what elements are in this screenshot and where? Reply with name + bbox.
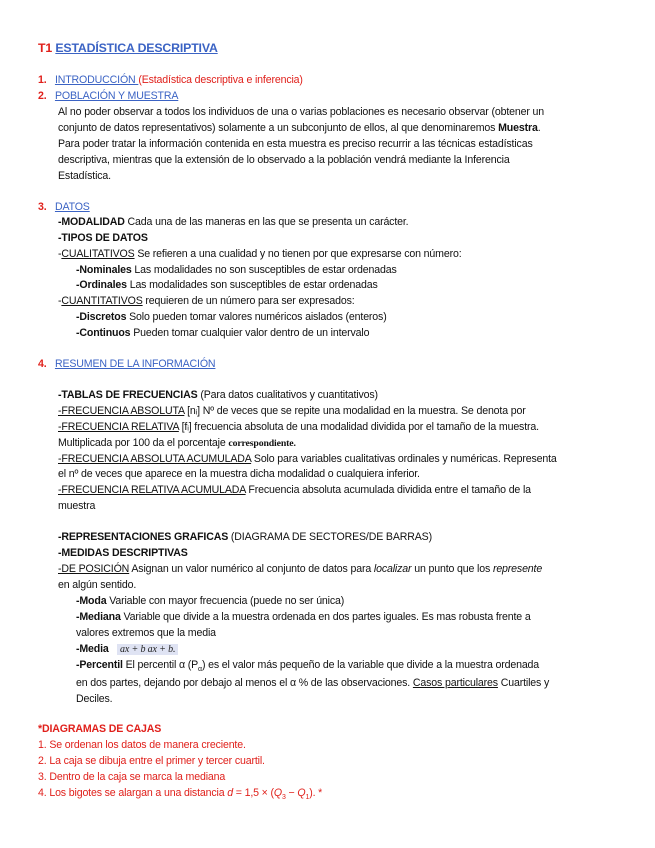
paragraph-line: Para poder tratar la información contenida en esta muestra es preciso recurrir a las técnicas estadísticas [58, 138, 533, 150]
section-4-title: RESUMEN DE LA INFORMACIÓN [54, 358, 216, 370]
tablas-line: -TABLAS DE FRECUENCIAS (Para datos cualitativos y cuantitativos) [58, 389, 378, 401]
section-2-heading [38, 89, 178, 103]
tipos-datos-line: -TIPOS DE DATOS [58, 232, 148, 244]
mediana-line-2: valores extremos que la media [76, 627, 216, 639]
de-posicion-line-2: en algún sentido. [58, 579, 137, 591]
section-3-heading [38, 200, 90, 214]
paragraph-line: conjunto de datos representativos) solamente a un subconjunto de ellos, al que denominaremos Muestra. [58, 122, 541, 134]
frecuencia-relativa-line-2: Multiplicada por 100 da el porcentaje correspondiente. [58, 437, 296, 449]
frecuencia-relativa-line: -FRECUENCIA RELATIVA [fᵢ] frecuencia absoluta de una modalidad dividida por el tamaño de la muestra. [58, 421, 539, 433]
cualitativos-line: -CUALITATIVOS Se refieren a una cualidad y no tienen por que expresarse con número: [58, 248, 462, 260]
section-1-title: INTRODUCCIÓN [54, 74, 139, 86]
paragraph-line: Estadística. [58, 170, 111, 182]
representaciones-line: -REPRESENTACIONES GRAFICAS (DIAGRAMA DE SECTORES/DE BARRAS) [58, 531, 432, 543]
media-formula: ax + b ax + b. [117, 644, 178, 655]
moda-line: -Moda Variable con mayor frecuencia (puede no ser única) [76, 595, 345, 607]
section-2-title: POBLACIÓN Y MUESTRA [54, 90, 179, 102]
media-line: -Media ax + b ax + b. [76, 642, 178, 657]
section-4-number: 4. [38, 358, 47, 370]
section-3-number: 3. [38, 201, 47, 213]
de-posicion-line: -DE POSICIÓN Asignan un valor numérico al conjunto de datos para localizar un punto que los represente [58, 563, 543, 575]
modalidad-line: -MODALIDAD Cada una de las maneras en las que se presenta un carácter. [58, 216, 409, 228]
paragraph-line: descriptiva, mientras que la extensión de lo observado a la población vendrá mediante la Inferencia [58, 154, 510, 166]
paragraph-line: Al no poder observar a todos los individuos de una o varias poblaciones es necesario observar (obtener un [58, 106, 544, 118]
cuantitativos-line: -CUANTITATIVOS requieren de un número para ser expresados: [58, 295, 355, 307]
frecuencia-absoluta-line: -FRECUENCIA ABSOLUTA [nᵢ] Nº de veces que se repite una modalidad en la muestra. Se denota por [58, 405, 526, 417]
frecuencia-relativa-acumulada-line-2: muestra [58, 500, 96, 512]
cajas-title: *DIAGRAMAS DE CAJAS [38, 723, 162, 735]
nominales-line: -Nominales Las modalidades no son susceptibles de estar ordenadas [76, 264, 397, 276]
percentil-line: -Percentil El percentil α $(P_\alpha)$ es el valor más pequeño de la variable que divide a la muestra ordenada [76, 659, 540, 674]
section-1-heading [38, 73, 303, 87]
frecuencia-relativa-acumulada-line: -FRECUENCIA RELATIVA ACUMULADA Frecuencia absoluta acumulada dividida entre el tamaño de la [58, 484, 531, 496]
cajas-item: 1. Se ordenan los datos de manera creciente. [38, 739, 246, 751]
section-4-heading [38, 357, 215, 371]
percentil-line-3: Deciles. [76, 693, 113, 705]
ordinales-line: -Ordinales Las modalidades son susceptibles de estar ordenadas [76, 279, 378, 291]
page-title [38, 41, 218, 55]
medidas-descriptivas-line: -MEDIDAS DESCRIPTIVAS [58, 547, 188, 559]
mediana-line: -Mediana Variable que divide a la muestra ordenada en dos partes iguales. Es mas robusta frente a [76, 611, 531, 623]
title-number: T1 [38, 41, 53, 55]
cajas-item-4: 4. Los bigotes se alargan a una distancia $d = 1,5 \times (Q_3 - Q_1)$. * [38, 787, 323, 802]
continuos-line: -Continuos Pueden tomar cualquier valor dentro de un intervalo [76, 327, 370, 339]
cajas-item: 3. Dentro de la caja se marca la mediana [38, 771, 226, 783]
title-text: ESTADÍSTICA DESCRIPTIVA [55, 41, 218, 55]
section-2-number: 2. [38, 90, 47, 102]
frecuencia-absoluta-acumulada-line-2: el nº de veces que aparece en la muestra dicha modalidad o cualquiera inferior. [58, 468, 420, 480]
percentil-line-2: en dos partes, dejando por debajo al menos el α % de las observaciones. Casos particulares Cuartiles y [76, 677, 550, 689]
section-3-title: DATOS [54, 201, 90, 213]
section-1-subtitle: (Estadística descriptiva e inferencia) [138, 74, 303, 86]
discretos-line: -Discretos Solo pueden tomar valores numéricos aislados (enteros) [76, 311, 387, 323]
frecuencia-absoluta-acumulada-line: -FRECUENCIA ABSOLUTA ACUMULADA Solo para variables cualitativas ordinales y numéricas. Representa [58, 453, 557, 465]
section-1-number: 1. [38, 74, 47, 86]
cajas-item: 2. La caja se dibuja entre el primer y tercer cuartil. [38, 755, 265, 767]
